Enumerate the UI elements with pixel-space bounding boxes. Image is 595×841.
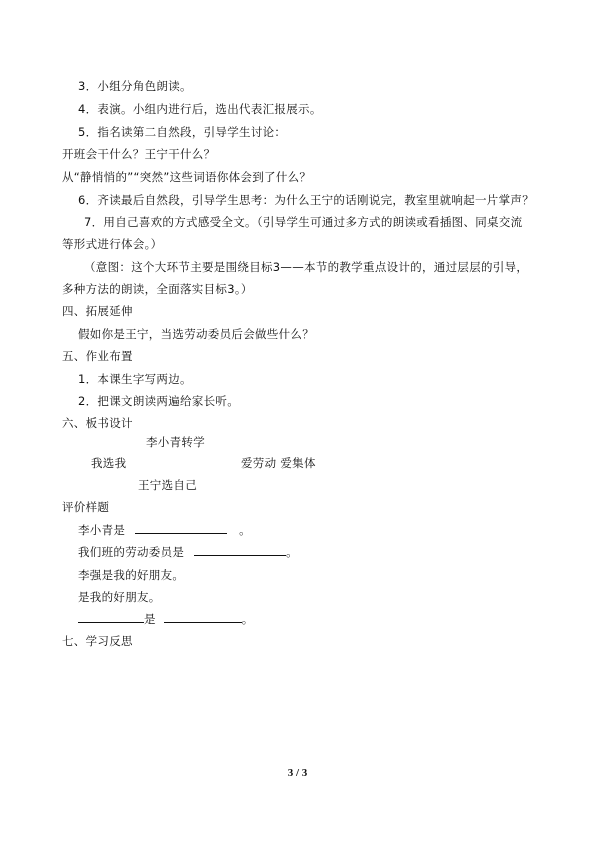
step-3: 3．小组分角色朗读。 [78, 79, 192, 93]
board-top: 李小青转学 [146, 435, 205, 449]
board-right: 爱劳动 爱集体 [241, 456, 316, 470]
step-7: 7．用自己喜欢的方式感受全文。（引导学生可通过多方式的朗读或看插图、同桌交流 [84, 215, 523, 229]
intent-note-cont: 多种方法的朗读，全面落实目标3。） [62, 282, 253, 296]
exercise-4: 是我的好朋友。 [78, 590, 161, 604]
heading-extension: 四、拓展延伸 [62, 304, 133, 318]
heading-homework: 五、作业布置 [62, 349, 133, 363]
step-6: 6．齐读最后自然段，引导学生思考：为什么王宁的话刚说完，教室里就响起一片掌声？ [78, 193, 535, 207]
heading-reflection: 七、学习反思 [62, 634, 133, 648]
exercise-5-suffix: 。 [241, 612, 254, 626]
homework-1: 1．本课生字写两边。 [78, 372, 192, 386]
exercise-2-suffix: 。 [286, 545, 298, 559]
exercise-1-prefix: 李小青是 [78, 523, 126, 537]
board-left: 我选我 [91, 456, 127, 470]
step-7-cont: 等形式进行体会。） [62, 237, 163, 251]
exercise-1 [78, 522, 251, 538]
step-5: 5．指名读第二自然段，引导学生讨论： [78, 125, 287, 139]
exercise-5-mid: 是 [144, 612, 156, 626]
exercise-5 [78, 611, 254, 627]
page-number: 3 / 3 [287, 767, 308, 779]
exercise-1-blank [135, 522, 227, 534]
exercise-2 [78, 544, 298, 560]
question-2: 从“静悄悄的”“突然”这些词语你体会到了什么？ [62, 170, 312, 184]
exercise-1-suffix: 。 [239, 523, 251, 537]
exercise-2-blank [194, 544, 286, 556]
exercise-5-blank-2 [164, 611, 242, 623]
heading-board-design: 六、板书设计 [62, 416, 133, 430]
exercise-2-prefix: 我们班的劳动委员是 [78, 545, 185, 559]
intent-note: （意图：这个大环节主要是围绕目标3——本节的教学重点设计的，通过层层的引导， [84, 260, 529, 274]
exercise-5-blank-1 [78, 611, 144, 623]
extension-question: 假如你是王宁，当选劳动委员后会做些什么？ [78, 327, 314, 341]
board-bottom: 王宁选自己 [138, 478, 197, 492]
homework-2: 2．把课文朗读两遍给家长听。 [78, 394, 240, 408]
question-1: 开班会干什么？王宁干什么？ [62, 147, 216, 161]
step-4: 4．表演。小组内进行后，选出代表汇报展示。 [78, 102, 322, 116]
exercise-title: 评价样题 [62, 500, 110, 514]
exercise-3: 李强是我的好朋友。 [78, 568, 185, 582]
